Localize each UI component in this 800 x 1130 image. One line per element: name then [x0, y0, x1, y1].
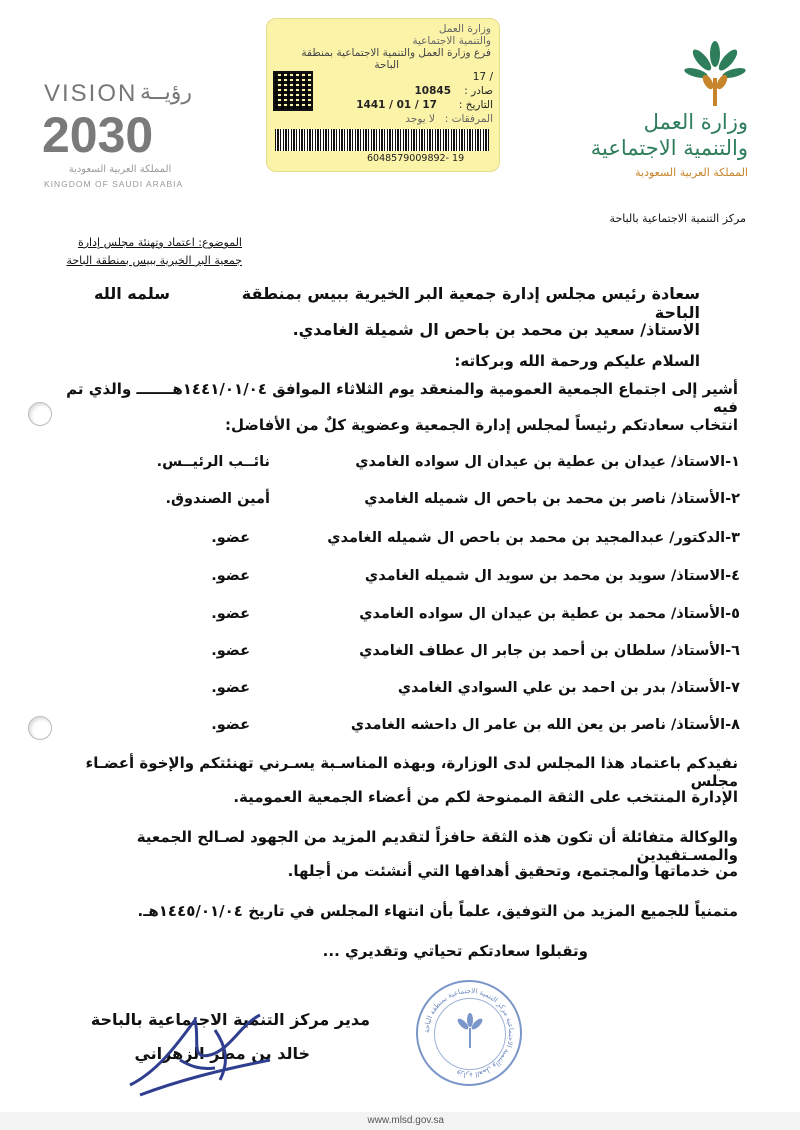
- vision-title-ar: رؤيــة: [140, 80, 193, 105]
- vision-country-ar: المملكة العربية السعودية: [68, 164, 172, 175]
- member-role: عضو.: [211, 568, 250, 584]
- regards: وتقبلوا سعادتكم تحياتي وتقديري ...: [322, 942, 588, 960]
- paragraph4: متمنياً للجميع المزيد من التوفيق، علماً بأن انتهاء المجلس في تاريخ ١٤٤٥/٠١/٠٤هـ.: [137, 902, 738, 920]
- member-role: عضو.: [211, 606, 250, 622]
- hole-punch: [28, 716, 52, 740]
- signatory-name: خالد بن مطر الزهراني: [134, 1044, 310, 1063]
- blessing: سلمه الله: [94, 284, 170, 303]
- sticker-attachments-label: المرفقات :: [444, 113, 493, 125]
- sticker-page-count: 17 /: [472, 71, 493, 83]
- hole-punch: [28, 402, 52, 426]
- member-role: عضو.: [211, 530, 250, 546]
- subject-line2: جمعية البر الخيرية ببيس بمنطقة الباحة: [66, 254, 242, 267]
- addressee-name: الاستاذ/ سعيد بن محمد بن باحص ال شميلة الغامدي.: [292, 320, 700, 339]
- paragraph2-line2: الإدارة المنتخب على الثقة الممنوحة لكم من أعضاء الجمعية العمومية.: [233, 788, 738, 806]
- sticker-barcode-number: 6048579009892- 19: [367, 153, 465, 164]
- svg-text:وزارة العمل والتنمية الاجتماعي: وزارة العمل والتنمية الاجتماعية مركز التنمية الاجتماعية بمنطقة الباحة: [422, 986, 516, 1080]
- sticker-attachments-value: لا يوجد: [405, 113, 435, 125]
- sender-line: مركز التنمية الاجتماعية بالباحة: [609, 212, 746, 225]
- sticker-issue-number: 10845: [414, 85, 451, 97]
- ministry-palm-logo: [680, 40, 750, 110]
- vision-2030-logo: [40, 80, 200, 190]
- member-role: أمين الصندوق.: [165, 491, 270, 507]
- ministry-name-line1: وزارة العمل: [643, 110, 748, 134]
- footer-url: www.mlsd.gov.sa: [367, 1115, 444, 1126]
- sticker-issue-label: صادر :: [464, 85, 493, 97]
- vision-year: 2030: [42, 107, 154, 163]
- sticker-header-line2: والتنمية الاجتماعية: [412, 35, 491, 47]
- ministry-name-line2: والتنمية الاجتماعية: [590, 136, 748, 160]
- member-role: عضو.: [211, 680, 250, 696]
- handwritten-signature: [120, 1000, 320, 1100]
- barcode: [275, 129, 489, 151]
- member-role: عضو.: [211, 717, 250, 733]
- vision-country-en: KINGDOM OF SAUDI ARABIA: [44, 179, 184, 189]
- official-stamp: [416, 980, 522, 1086]
- paragraph1-line2: انتخاب سعادتكم رئيساً لمجلس إدارة الجمعية وعضوية كلٌ من الأفاضل:: [224, 416, 738, 434]
- member-name: ٤-الاستاذ/ سويد بن محمد بن سويد ال شميله الغامدي: [364, 568, 740, 584]
- signatory-title: مدير مركز التنمية الاجتماعية بالباحة: [90, 1010, 370, 1029]
- sticker-date-label: التاريخ :: [458, 99, 493, 111]
- ministry-logo: [580, 40, 760, 190]
- member-role: عضو.: [211, 643, 250, 659]
- vision-title-en: VISION: [44, 80, 138, 107]
- sticker-date-value: 1441 / 01 / 17: [356, 99, 437, 111]
- qr-code-icon: [273, 71, 313, 111]
- paragraph3-line1: والوكالة متفائلة أن تكون هذه الثقة حافزاً لتقديم المزيد من الجهود لصـالح الجمعية والمسـتفيدين: [136, 828, 738, 864]
- stamp-palm-icon: [454, 1012, 486, 1052]
- paragraph1-line1: أشير إلى اجتماع الجمعية العمومية والمنعقد يوم الثلاثاء الموافق ١٤٤١/٠١/٠٤هـــــــ والذي تم فيه: [66, 380, 738, 416]
- member-name: ٧-الأستاذ/ بدر بن احمد بن علي السوادي الغامدي: [397, 680, 740, 696]
- footer-bar: [0, 1112, 800, 1130]
- member-role: نائــب الرئيــس.: [156, 454, 270, 470]
- member-name: ٥-الأستاذ/ محمد بن عطية بن عيدان ال سواده الغامدي: [359, 606, 740, 622]
- paragraph2-line1: نفيدكم باعتماد هذا المجلس لدى الوزارة، وبهذه المناسـبة يسـرني تهنئتكم والإخوة أعضـاء مجلس: [85, 754, 738, 790]
- registration-sticker: [266, 18, 500, 172]
- sticker-header-line1: وزارة العمل: [438, 23, 491, 35]
- member-name: ٢-الأستاذ/ ناصر بن محمد بن باحص ال شميله الغامدي: [364, 491, 740, 507]
- member-name: ٦-الأستاذ/ سلطان بن أحمد بن جابر ال عطاف الغامدي: [359, 643, 740, 659]
- sticker-header-line3: فرع وزارة العمل والتنمية الاجتماعية بمنطقة: [301, 47, 491, 59]
- greeting: السلام عليكم ورحمة الله وبركاته:: [454, 352, 700, 370]
- member-name: ٨-الأستاذ/ ناصر بن يعن الله بن عامر ال داحشه الغامدي: [350, 717, 740, 733]
- addressee: سعادة رئيس مجلس إدارة جمعية البر الخيرية ببيس بمنطقة الباحة: [241, 284, 700, 322]
- subject-line1: الموضوع: اعتماد وتهنئة مجلس إدارة: [77, 236, 242, 249]
- ministry-country: المملكة العربية السعودية: [635, 166, 748, 179]
- sticker-header-line4: الباحة: [374, 59, 399, 71]
- member-name: ١-الاستاذ/ عيدان بن عطية بن عيدان ال سواده الغامدي: [355, 454, 740, 470]
- member-name: ٣-الدكتور/ عبدالمجيد بن محمد بن باحص ال شميله الغامدي: [327, 530, 740, 546]
- paragraph3-line2: من خدماتها والمجتمع، وتحقيق أهدافها التي أنشئت من أجلها.: [287, 862, 738, 880]
